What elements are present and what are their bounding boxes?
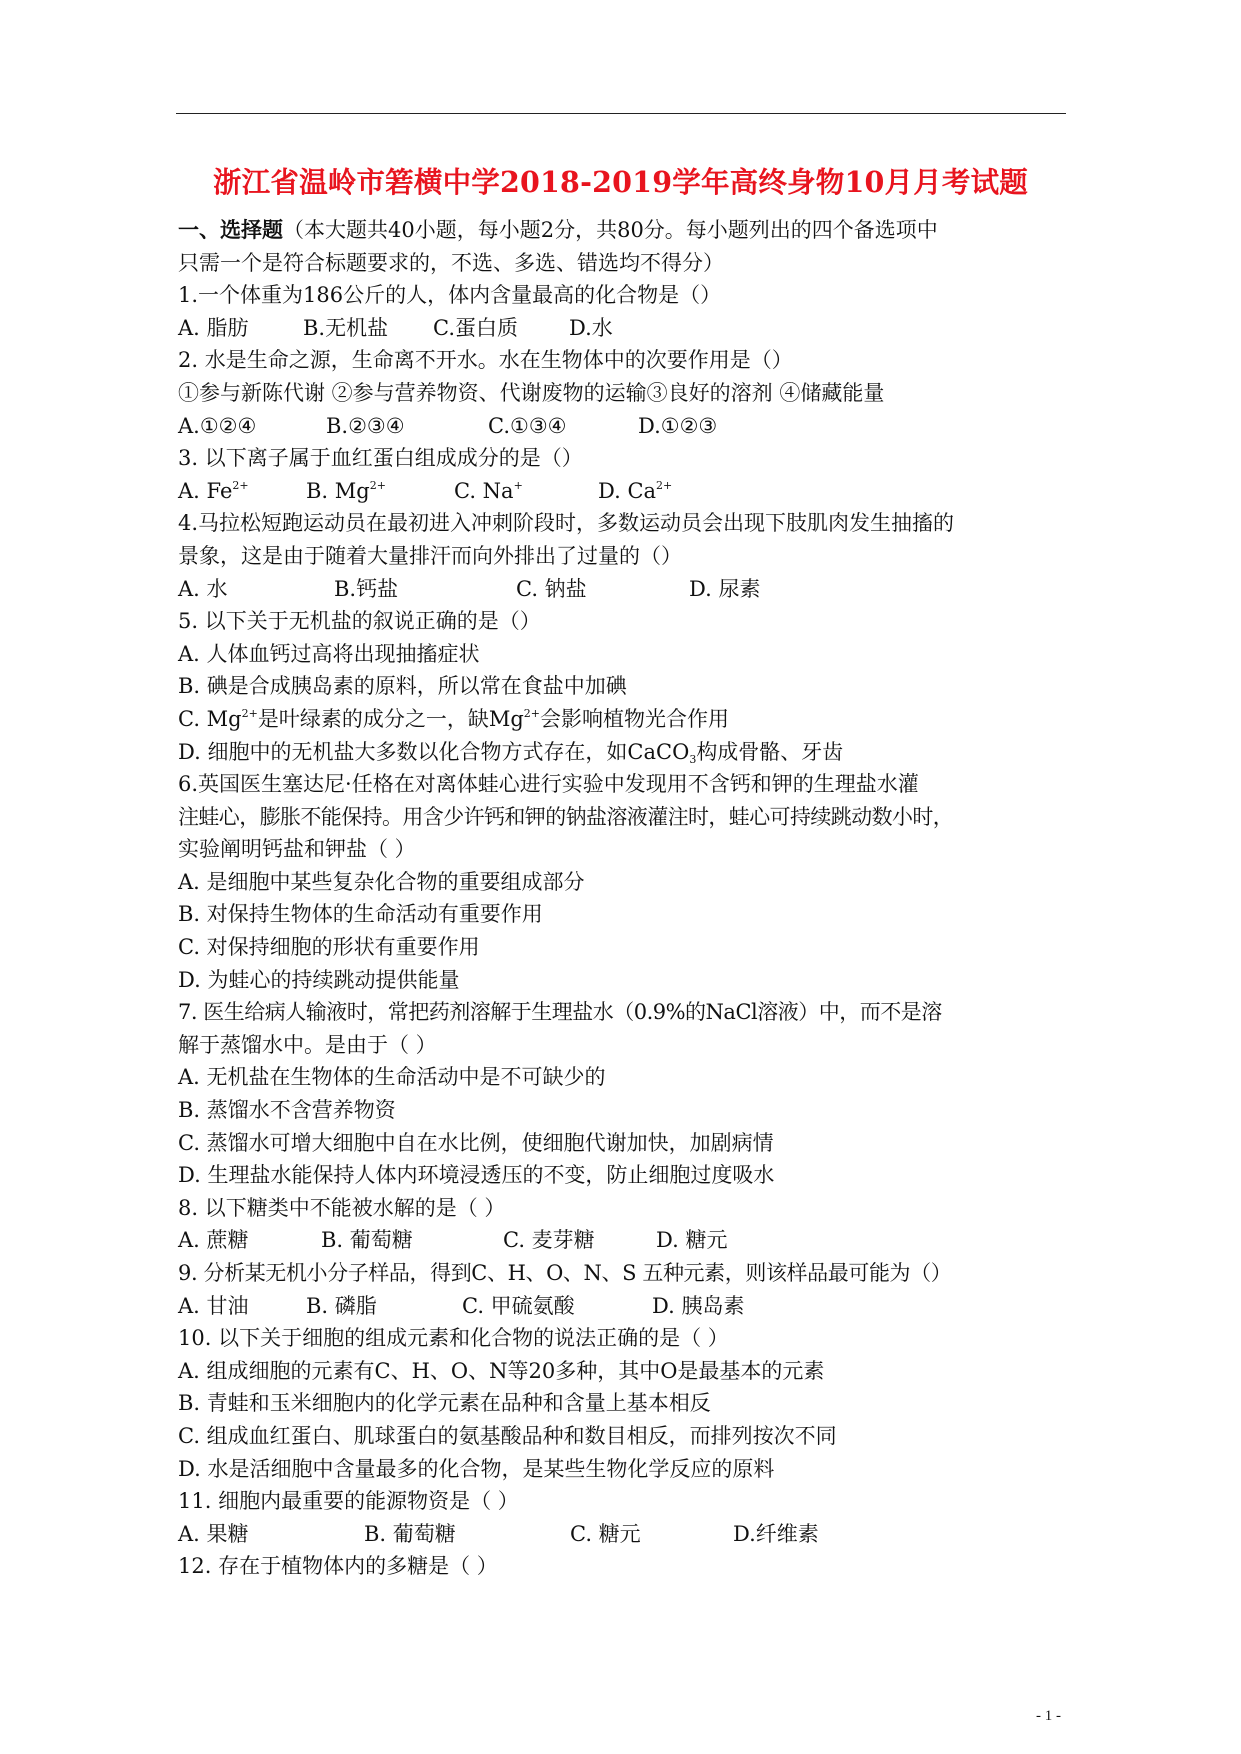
option-b: B. 磷脂 (306, 1293, 377, 1318)
option-c: C. 麦芽糖 (503, 1228, 595, 1253)
option-b: B.无机盐 (303, 315, 389, 340)
header-rule (176, 113, 1066, 114)
option-b: B. 青蛙和玉米细胞内的化学元素在品种和含量上基本相反 (178, 1391, 711, 1416)
question-8-options (178, 1224, 1088, 1257)
option-a-charge: 2+ (232, 478, 249, 492)
option-d-text: D. Ca (598, 478, 657, 503)
option-c-part2: 是叶绿素的成分之一，缺Mg (257, 706, 524, 731)
option-b: B. 葡萄糖 (321, 1228, 413, 1253)
question-11-options (178, 1518, 1088, 1551)
section-heading-line (178, 214, 1088, 247)
option-d-charge: 2+ (656, 478, 673, 492)
option-d-part2: 构成骨骼、牙齿 (696, 739, 844, 764)
option-a-text: A. Fe (178, 478, 233, 503)
question-9-stem: 9. 分析某无机小分子样品，得到C、H、O、N、S 五种元素，则该样品最可能为（） (178, 1261, 952, 1285)
option-a: A. 甘油 (178, 1293, 249, 1318)
document-body (178, 214, 1088, 1583)
option-b: B.②③④ (326, 413, 405, 438)
question-8-stem: 8. 以下糖类中不能被水解的是（ ） (178, 1195, 506, 1220)
option-c-charge2: 2+ (523, 706, 541, 720)
section-intro-cont: 只需一个是符合标题要求的，不选、多选、错选均不得分） (178, 250, 724, 275)
question-2-stem: 2. 水是生命之源，生命离不开水。水在生物体中的次要作用是（） (178, 348, 793, 373)
option-a: A. 是细胞中某些复杂化合物的重要组成部分 (178, 869, 585, 894)
question-6-stem-cont: 注蛙心，膨胀不能保持。用含少许钙和钾的钠盐溶液灌注时，蛙心可持续跳动数小时， (178, 804, 954, 829)
option-d: D.纤维素 (733, 1521, 819, 1546)
option-b: B. 对保持生物体的生命活动有重要作用 (178, 902, 543, 927)
option-c: C. 钠盐 (516, 576, 587, 601)
question-6-stem-cont2: 实验阐明钙盐和钾盐（ ） (178, 837, 416, 862)
question-2-options (178, 410, 1088, 443)
question-10-stem: 10. 以下关于细胞的组成元素和化合物的说法正确的是（ ） (178, 1326, 729, 1351)
option-b: B. 碘是合成胰岛素的原料，所以常在食盐中加碘 (178, 674, 627, 699)
option-d: D. 糖元 (656, 1228, 728, 1253)
option-a: A. 无机盐在生物体的生命活动中是不可缺少的 (178, 1065, 606, 1090)
option-a: A. 脂肪 (178, 315, 249, 340)
option-d: D.①②③ (638, 413, 718, 438)
option-c: C.蛋白质 (433, 315, 518, 340)
page-title: 浙江省温岭市箬横中学2018-2019学年高终身物10月月考试题 (212, 165, 1029, 199)
option-a: A. 人体血钙过高将出现抽搐症状 (178, 641, 480, 666)
question-1-options (178, 312, 1088, 345)
option-c: C.①③④ (488, 413, 567, 438)
option-c-part3: 会影响植物光合作用 (540, 706, 730, 731)
question-4-stem: 4.马拉松短跑运动员在最初进入冲刺阶段时，多数运动员会出现下肢肌肉发生抽搐的 (178, 511, 955, 536)
option-b-text: B. Mg (306, 478, 370, 503)
question-7-stem: 7. 医生给病人输液时，常把药剂溶解于生理盐水（0.9%的NaCl溶液）中，而不是溶 (178, 1000, 942, 1025)
option-d (178, 736, 1088, 769)
option-d: D. 水是活细胞中含量最多的化合物，是某些生物化学反应的原料 (178, 1456, 775, 1481)
option-a: A.①②④ (178, 413, 257, 438)
question-11-stem: 11. 细胞内最重要的能源物资是（ ） (178, 1489, 519, 1514)
question-3-options (178, 475, 1088, 508)
question-4-options (178, 573, 1088, 606)
option-b: B. 葡萄糖 (364, 1521, 456, 1546)
option-c: C. 糖元 (570, 1521, 641, 1546)
page-number: - 1 - (1036, 1708, 1061, 1724)
option-c-charge: + (513, 478, 523, 492)
section-intro: （本大题共40小题，每小题2分，共80分。每小题列出的四个备选项中 (283, 218, 938, 242)
question-2-items: ①参与新陈代谢 ②参与营养物资、代谢废物的运输③良好的溶剂 ④储藏能量 (178, 380, 885, 405)
option-c (178, 703, 1088, 736)
question-4-stem-cont: 景象，这是由于随着大量排汗而向外排出了过量的（） (178, 543, 682, 568)
option-d-part1: D. 细胞中的无机盐大多数以化合物方式存在，如CaCO (178, 739, 690, 764)
option-c (454, 475, 598, 508)
option-a (178, 475, 306, 508)
option-b (306, 475, 454, 508)
option-c: C. 甲硫氨酸 (462, 1293, 575, 1318)
question-12-stem: 12. 存在于植物体内的多糖是（ ） (178, 1554, 498, 1579)
option-c: C. 组成血红蛋白、肌球蛋白的氨基酸品种和数目相反，而排列按次不同 (178, 1423, 837, 1448)
option-d (598, 475, 672, 508)
option-d: D.水 (569, 315, 613, 340)
option-d: D. 尿素 (689, 576, 761, 601)
option-d: D. 为蛙心的持续跳动提供能量 (178, 967, 460, 992)
question-3-stem: 3. 以下离子属于血红蛋白组成成分的是（） (178, 446, 583, 471)
question-7-stem-cont: 解于蒸馏水中。是由于（ ） (178, 1032, 437, 1057)
section-heading: 一、选择题 (178, 217, 283, 242)
option-b-charge: 2+ (369, 478, 386, 492)
option-a: A. 蔗糖 (178, 1228, 249, 1253)
option-d: D. 生理盐水能保持人体内环境浸透压的不变，防止细胞过度吸水 (178, 1163, 775, 1188)
question-9-options (178, 1290, 1088, 1323)
question-5-stem: 5. 以下关于无机盐的叙说正确的是（） (178, 609, 541, 634)
option-d: D. 胰岛素 (652, 1293, 745, 1318)
question-6-stem: 6.英国医生塞达尼·任格在对离体蛙心进行实验中发现用不含钙和钾的生理盐水灌 (178, 772, 919, 797)
option-c-charge1: 2+ (241, 706, 258, 720)
question-1-stem: 1.一个体重为186公斤的人，体内含量最高的化合物是（） (178, 283, 722, 308)
option-b: B. 蒸馏水不含营养物资 (178, 1098, 396, 1123)
option-b: B.钙盐 (334, 576, 399, 601)
option-a: A. 果糖 (178, 1521, 249, 1546)
option-a: A. 水 (178, 576, 228, 601)
option-c: C. 蒸馏水可增大细胞中自在水比例，使细胞代谢加快，加剧病情 (178, 1130, 774, 1155)
option-d-subscript: 3 (689, 752, 697, 766)
option-c-part1: C. Mg (178, 706, 242, 731)
option-a: A. 组成细胞的元素有C、H、O、N等20多种，其中O是最基本的元素 (178, 1358, 825, 1383)
option-c-text: C. Na (454, 478, 514, 503)
option-c: C. 对保持细胞的形状有重要作用 (178, 935, 480, 960)
